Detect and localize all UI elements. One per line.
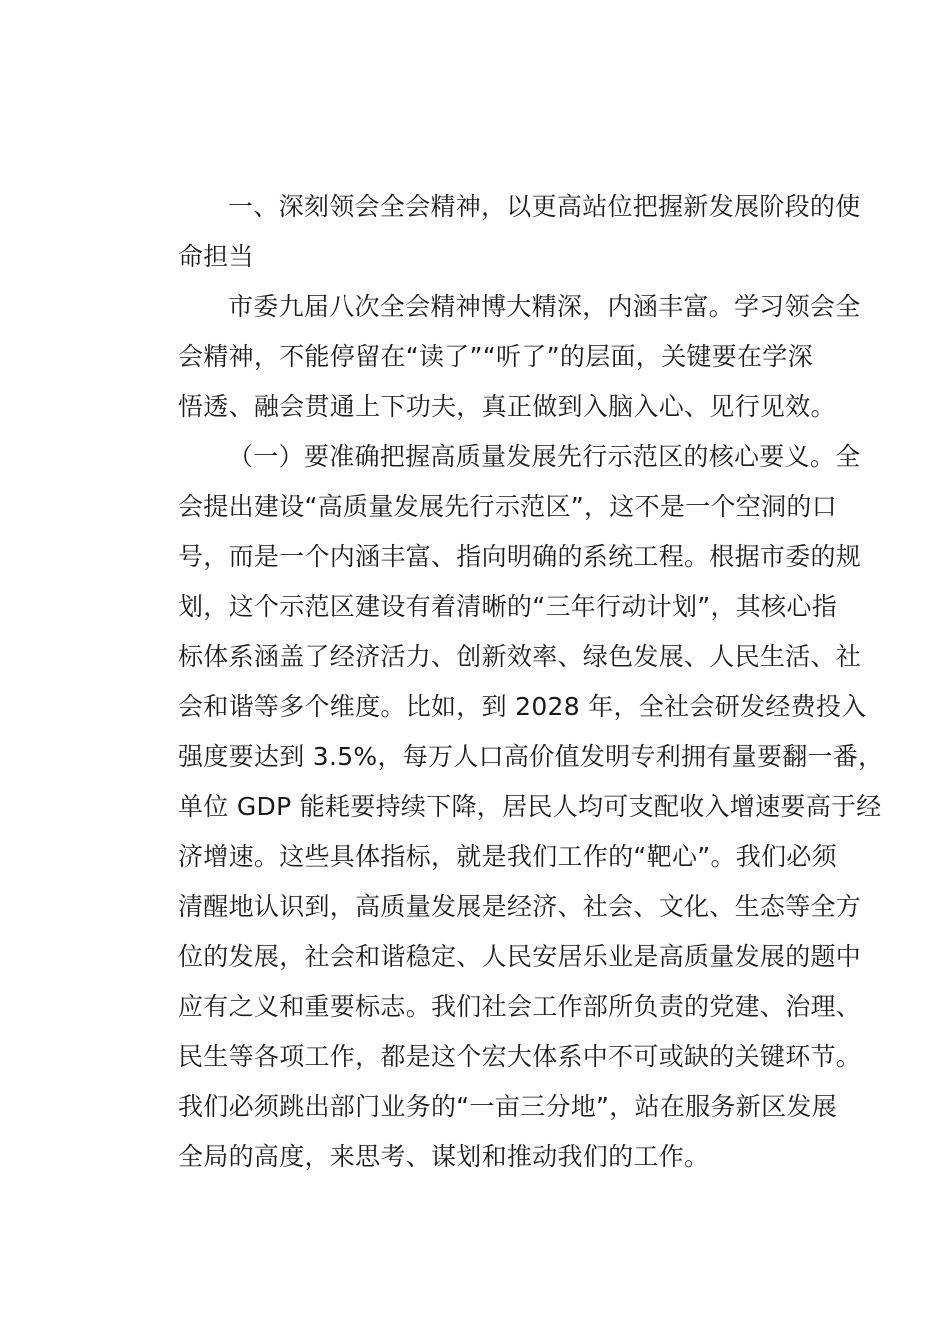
paragraph-line: 位的发展，社会和谐稳定、人民安居乐业是高质量发展的题中 [178, 942, 862, 971]
paragraph-line: 会和谐等多个维度。比如，到 2028 年，全社会研发经费投入 [178, 692, 867, 721]
paragraph-line: 号，而是一个内涵丰富、指向明确的系统工程。根据市委的规 [178, 542, 862, 571]
paragraph-line: 我们必须跳出部门业务的“一亩三分地”，站在服务新区发展 [178, 1092, 838, 1121]
paragraph-line: 强度要达到 3.5%，每万人口高价值发明专利拥有量要翻一番， [178, 742, 884, 771]
heading-line: 一、深刻领会全会精神，以更高站位把握新发展阶段的使 [228, 192, 861, 221]
paragraph-line: 应有之义和重要标志。我们社会工作部所负责的党建、治理、 [178, 992, 862, 1021]
paragraph-line: 单位 GDP 能耗要持续下降，居民人均可支配收入增速要高于经 [178, 792, 882, 821]
paragraph-line: 悟透、融会贯通上下功夫，真正做到入脑入心、见行见效。 [178, 392, 836, 421]
body-paragraph [128, 282, 861, 432]
section-heading [128, 182, 861, 282]
document-body [128, 182, 884, 1182]
heading-line: 命担当 [178, 242, 254, 271]
paragraph-line: 会提出建设“高质量发展先行示范区”，这不是一个空洞的口 [178, 492, 838, 521]
paragraph-line: 会精神，不能停留在“读了”“听了”的层面，关键要在学深 [178, 342, 813, 371]
body-paragraph [128, 432, 884, 1182]
paragraph-line: 济增速。这些具体指标，就是我们工作的“靶心”。我们必须 [178, 842, 838, 871]
paragraph-line: 标体系涵盖了经济活力、创新效率、绿色发展、人民生活、社 [178, 642, 862, 671]
paragraph-line: 民生等各项工作，都是这个宏大体系中不可或缺的关键环节。 [178, 1042, 862, 1071]
paragraph-line: （一）要准确把握高质量发展先行示范区的核心要义。全 [228, 442, 861, 471]
paragraph-line: 全局的高度，来思考、谋划和推动我们的工作。 [178, 1142, 710, 1171]
paragraph-line: 清醒地认识到，高质量发展是经济、社会、文化、生态等全方 [178, 892, 862, 921]
paragraph-line: 划，这个示范区建设有着清晰的“三年行动计划”，其核心指 [178, 592, 838, 621]
paragraph-line: 市委九届八次全会精神博大精深，内涵丰富。学习领会全 [228, 292, 861, 321]
